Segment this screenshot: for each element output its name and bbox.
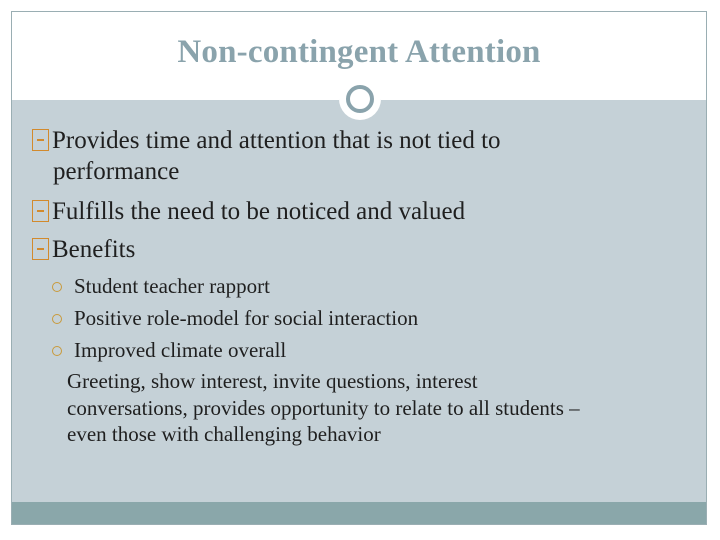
slide-title: Non-contingent Attention [177, 34, 541, 70]
example-paragraph [67, 368, 677, 448]
sub-bullet-item [52, 305, 672, 331]
sub-bullet-text: Improved climate overall [74, 338, 287, 362]
bullet-text: Fulfills the need to be noticed and valued [52, 198, 466, 225]
slide-content [12, 12, 706, 502]
paragraph-line: even those with challenging behavior [67, 422, 381, 446]
paragraph-line: Greeting, show interest, invite questions, interest [67, 369, 478, 393]
bullet-text: Benefits [52, 236, 136, 263]
sub-bullet-item [52, 273, 672, 299]
sub-bullet-text: Student teacher rapport [74, 274, 270, 298]
slide-frame [11, 11, 707, 525]
paragraph-line: conversations, provides opportunity to relate to all students – [67, 395, 580, 420]
bullet-item [32, 196, 672, 227]
bullet-text-continued: performance [53, 158, 180, 185]
footer-bar [12, 502, 706, 524]
bullet-text: Provides time and attention that is not tied to [52, 127, 501, 154]
circle-bullet-icon [52, 346, 62, 356]
sub-bullet-text: Positive role-model for social interaction [74, 306, 419, 330]
bullet-item [32, 125, 672, 187]
circle-bullet-icon [52, 282, 62, 292]
square-bullet-icon [32, 200, 49, 222]
circle-bullet-icon [52, 314, 62, 324]
sub-bullet-item [52, 337, 672, 363]
square-bullet-icon [32, 129, 49, 151]
square-bullet-icon [32, 238, 49, 260]
bullet-item [32, 234, 672, 265]
